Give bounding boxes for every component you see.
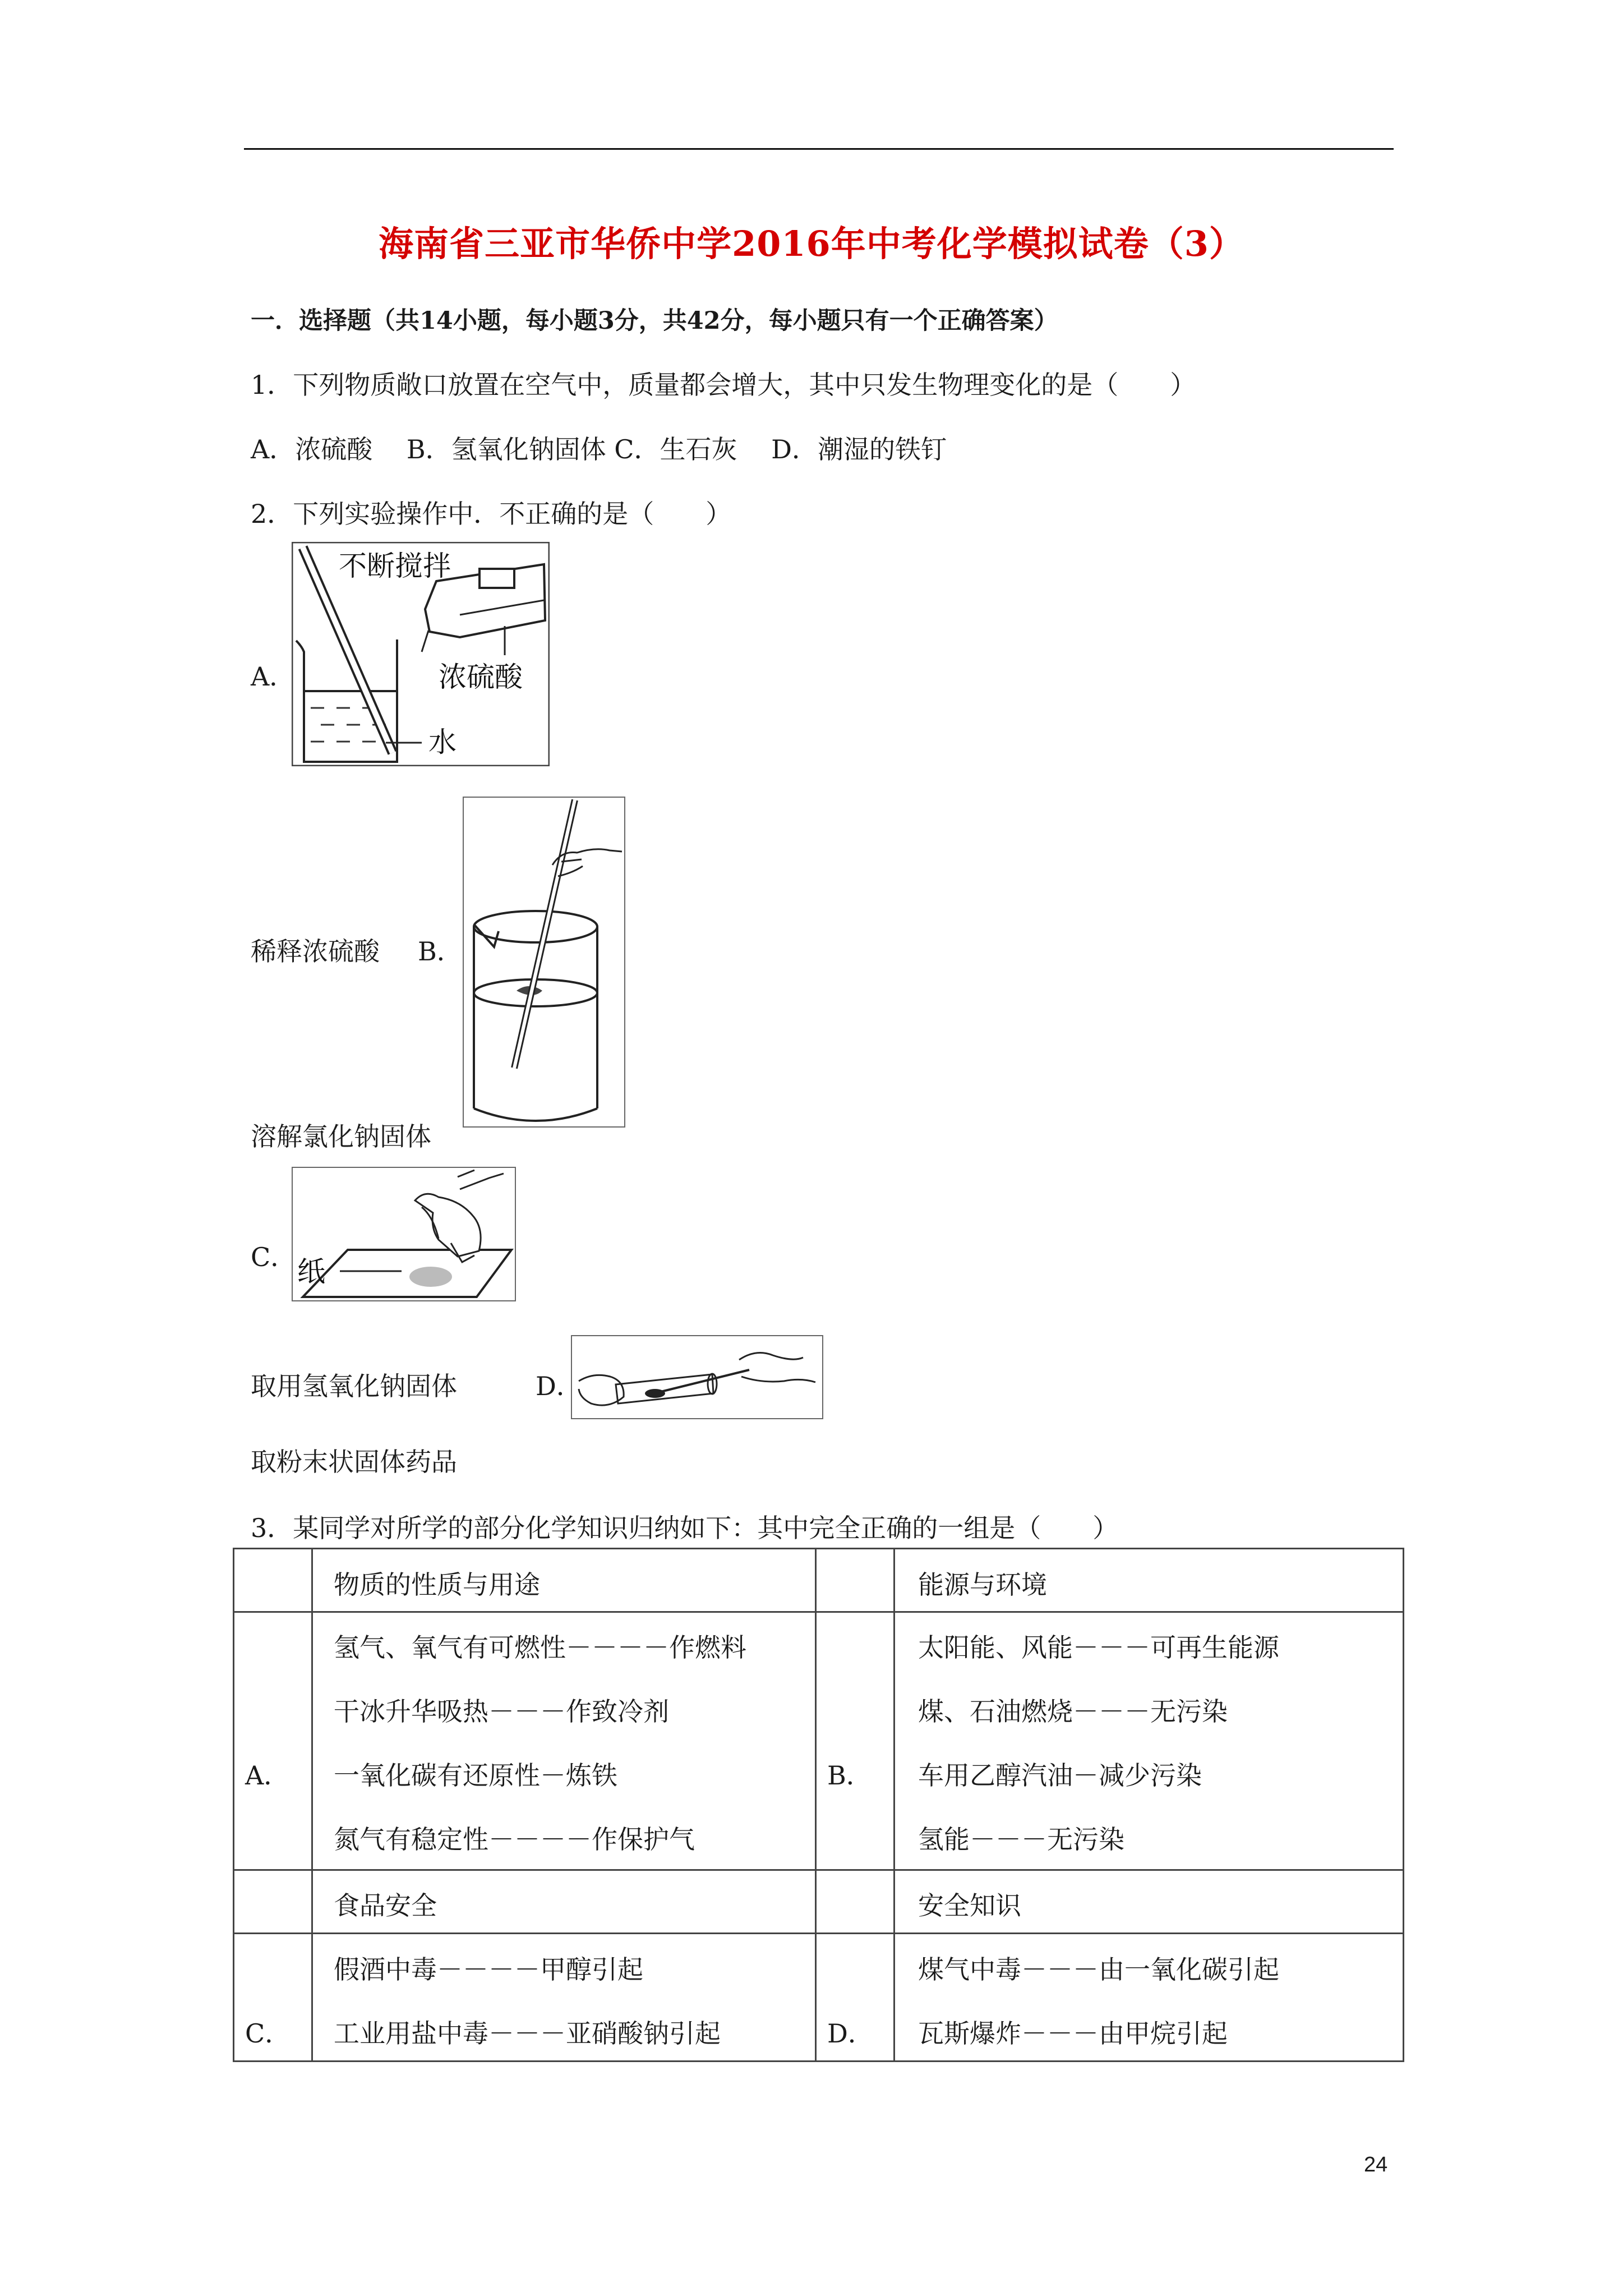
row-b-line-2: 煤、石油燃烧－－－无污染 xyxy=(918,1696,1228,1727)
q2-option-a-label: A． xyxy=(251,661,296,692)
row-c-line-1: 假酒中毒－－－－甲醇引起 xyxy=(334,1954,643,1985)
q2-option-b-label: B． xyxy=(418,936,463,967)
figure-naoh-paper xyxy=(292,1167,516,1301)
figure-dissolve-nacl xyxy=(463,797,625,1128)
q3-stem: 3．某同学对所学的部分化学知识归纳如下：其中完全正确的一组是（ ） xyxy=(251,1513,1119,1543)
label-acid: 浓硫酸 xyxy=(439,661,523,693)
q2-a-caption: 稀释浓硫酸 xyxy=(251,936,380,967)
q2-c-caption: 取用氢氧化钠固体 xyxy=(251,1371,457,1401)
q2-b-caption: 溶解氯化钠固体 xyxy=(251,1121,431,1152)
q1-options: A．浓硫酸 B．氢氧化钠固体 C．生石灰 D．潮湿的铁钉 xyxy=(251,434,947,464)
q2-stem: 2．下列实验操作中．不正确的是（ ） xyxy=(251,499,732,529)
row-b-line-3: 车用乙醇汽油－减少污染 xyxy=(918,1760,1202,1791)
header-food-safety: 食品安全 xyxy=(334,1890,437,1921)
page-title: 海南省三亚市华侨中学2016年中考化学模拟试卷（3） xyxy=(379,223,1244,264)
figure-powder-tube xyxy=(571,1335,823,1419)
figure-dilute-acid xyxy=(292,542,550,766)
row-d-line-1: 煤气中毒－－－由一氧化碳引起 xyxy=(918,1954,1279,1985)
header-safety-knowledge: 安全知识 xyxy=(918,1890,1021,1921)
row-a-line-4: 氮气有稳定性－－－－作保护气 xyxy=(334,1824,695,1855)
row-a-label: A． xyxy=(245,1760,290,1791)
label-water: 水 xyxy=(428,726,457,758)
row-a-line-2: 干冰升华吸热－－－作致冷剂 xyxy=(334,1696,669,1727)
header-rule xyxy=(244,148,1394,150)
q2-d-caption: 取粉末状固体药品 xyxy=(251,1447,457,1477)
label-paper: 纸 xyxy=(297,1255,325,1288)
row-d-line-2: 瓦斯爆炸－－－由甲烷引起 xyxy=(918,2018,1228,2049)
row-d-label: D． xyxy=(827,2018,874,2049)
q2-option-d-label: D． xyxy=(536,1371,582,1401)
row-c-label: C． xyxy=(245,2018,291,2049)
header-properties-uses: 物质的性质与用途 xyxy=(334,1570,540,1600)
knowledge-table xyxy=(233,1548,1404,2062)
q2-option-c-label: C． xyxy=(251,1242,297,1272)
page-number: 24 xyxy=(1364,2153,1388,2177)
row-a-line-1: 氢气、氧气有可燃性－－－－作燃料 xyxy=(334,1632,746,1663)
q1-stem: 1．下列物质敞口放置在空气中，质量都会增大，其中只发生物理变化的是（ ） xyxy=(251,370,1196,400)
row-c-line-2: 工业用盐中毒－－－亚硝酸钠引起 xyxy=(334,2018,721,2049)
row-b-label: B． xyxy=(827,1760,872,1791)
row-a-line-3: 一氧化碳有还原性－炼铁 xyxy=(334,1760,617,1791)
row-b-line-4: 氢能－－－无污染 xyxy=(918,1824,1124,1855)
section-heading: 一．选择题（共14小题，每小题3分，共42分，每小题只有一个正确答案） xyxy=(251,307,1058,335)
header-energy-environment: 能源与环境 xyxy=(918,1570,1047,1600)
row-b-line-1: 太阳能、风能－－－可再生能源 xyxy=(918,1632,1279,1663)
label-stir: 不断搅拌 xyxy=(339,550,451,582)
